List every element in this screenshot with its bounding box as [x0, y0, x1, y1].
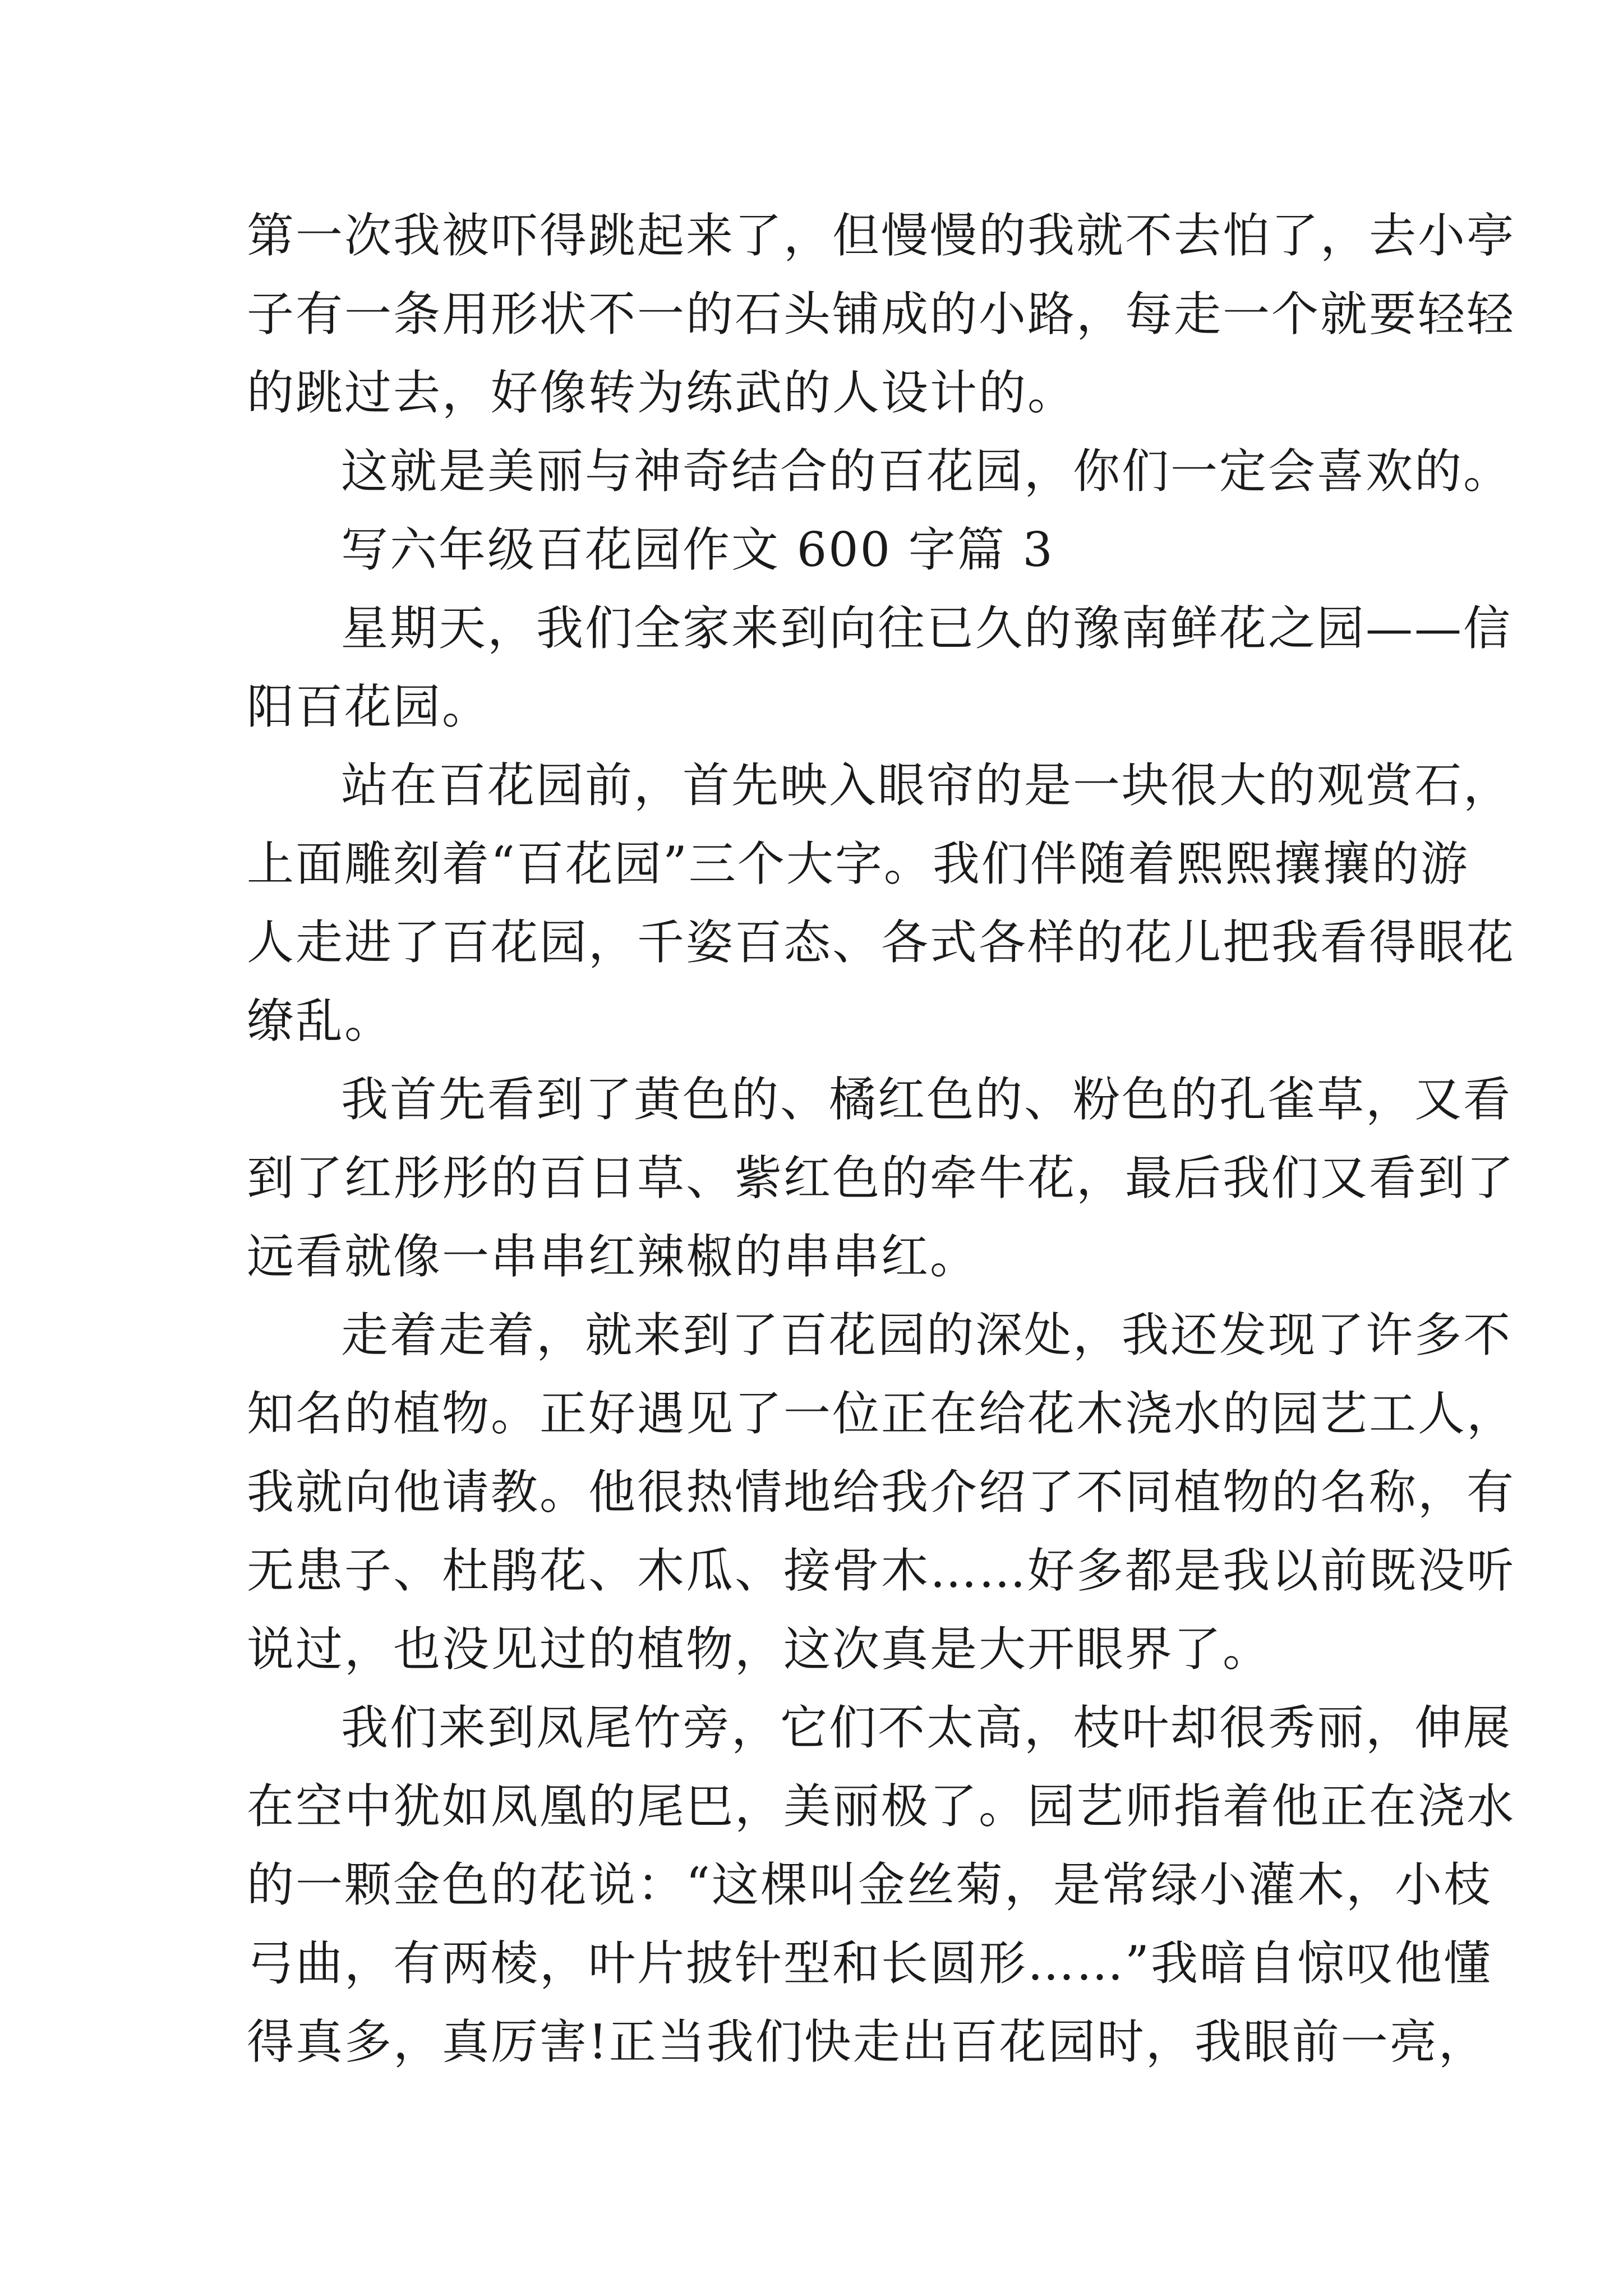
- text-line: 子有一条用形状不一的石头铺成的小路，每走一个就要轻轻: [247, 287, 1516, 342]
- text-line: 我就向他请教。他很热情地给我介绍了不同植物的名称，有: [247, 1465, 1516, 1520]
- text-line: 人走进了百花园，千姿百态、各式各样的花儿把我看得眼花: [247, 915, 1516, 970]
- essay-text: [247, 196, 1516, 2081]
- text-line: 说过，也没见过的植物，这次真是大开眼界了。: [247, 1622, 1272, 1677]
- paragraph-first-line: 我首先看到了黄色的、橘红色的、粉色的孔雀草，又看: [341, 1072, 1513, 1127]
- paragraph-first-line: 走着走着，就来到了百花园的深处，我还发现了许多不: [341, 1308, 1513, 1363]
- text-line: 得真多，真厉害!正当我们快走出百花园时，我眼前一亮，: [247, 2014, 1487, 2069]
- text-line: 阳百花园。: [247, 679, 491, 734]
- text-line: 无患子、杜鹃花、木瓜、接骨木……好多都是我以前既没听: [247, 1543, 1516, 1598]
- paragraph-first-line: 写六年级百花园作文 600 字篇 3: [341, 522, 1054, 577]
- text-line: 弓曲，有两棱，叶片披针型和长圆形……”我暗自惊叹他懂: [247, 1936, 1492, 1991]
- paragraph-first-line: 我们来到凤尾竹旁，它们不太高，枝叶却很秀丽，伸展: [341, 1700, 1513, 1755]
- text-line: 远看就像一串串红辣椒的串串红。: [247, 1229, 979, 1284]
- text-line: 上面雕刻着“百花园”三个大字。我们伴随着熙熙攘攘的游: [247, 836, 1469, 891]
- paragraph-first-line: 星期天，我们全家来到向往已久的豫南鲜花之园——信: [341, 601, 1513, 656]
- text-line: 知名的植物。正好遇见了一位正在给花木浇水的园艺工人，: [247, 1386, 1516, 1441]
- text-line: 缭乱。: [247, 993, 394, 1048]
- text-line: 到了红彤彤的百日草、紫红色的牵牛花，最后我们又看到了: [247, 1151, 1516, 1205]
- text-line: 的跳过去，好像转为练武的人设计的。: [247, 365, 1077, 420]
- text-line: 的一颗金色的花说：“这棵叫金丝菊，是常绿小灌木，小枝: [247, 1857, 1492, 1912]
- paragraph-first-line: 站在百花园前，首先映入眼帘的是一块很大的观赏石，: [341, 758, 1513, 813]
- text-line: 在空中犹如凤凰的尾巴，美丽极了。园艺师指着他正在浇水: [247, 1779, 1516, 1834]
- paragraph-first-line: 这就是美丽与神奇结合的百花园，你们一定会喜欢的。: [341, 444, 1513, 499]
- text-line: 第一次我被吓得跳起来了，但慢慢的我就不去怕了，去小亭: [247, 208, 1516, 263]
